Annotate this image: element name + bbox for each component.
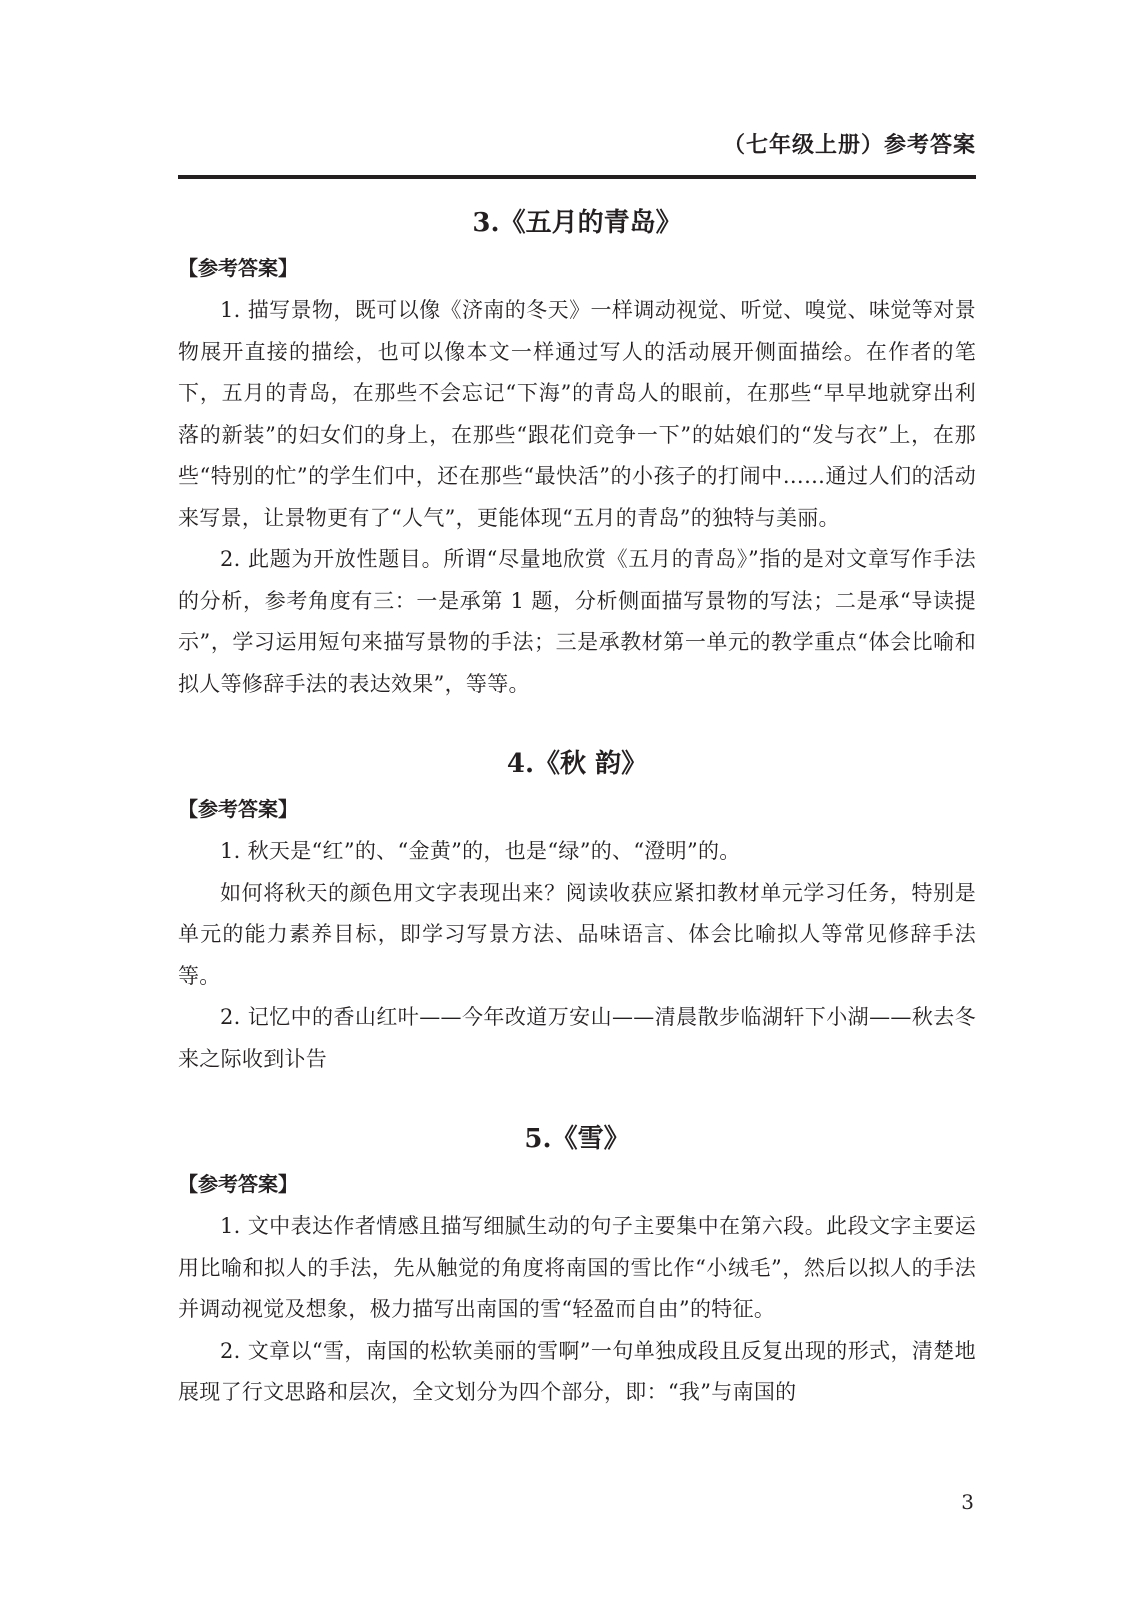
answer-paragraph: 1. 秋天是“红”的、“金黄”的，也是“绿”的、“澄明”的。 bbox=[220, 839, 741, 863]
section-qiuyun bbox=[178, 741, 976, 1080]
section-title: 5.《雪》 bbox=[524, 1124, 630, 1154]
page-content bbox=[178, 200, 976, 1414]
header-rule bbox=[178, 175, 976, 179]
section-title: 3.《五月的青岛》 bbox=[472, 208, 682, 238]
answer-paragraph: 1. 文中表达作者情感且描写细腻生动的句子主要集中在第六段。此段文字主要运用比喻和拟人的手法，先从触觉的角度将南国的雪比作“小绒毛”，然后以拟人的手法并调动视觉及想象，极力描写出南国的雪“轻盈而自由”的特征。 bbox=[178, 1214, 976, 1321]
answer-label: 【参考答案】 bbox=[178, 1172, 298, 1196]
section-title: 4.《秋 韵》 bbox=[506, 749, 648, 779]
section-xue bbox=[178, 1116, 976, 1414]
section-qingdao bbox=[178, 200, 976, 705]
answer-paragraph: 如何将秋天的颜色用文字表现出来？阅读收获应紧扣教材单元学习任务，特别是单元的能力素养目标，即学习写景方法、品味语言、体会比喻拟人等常见修辞手法等。 bbox=[178, 880, 976, 988]
answer-paragraph: 1. 描写景物，既可以像《济南的冬天》一样调动视觉、听觉、嗅觉、味觉等对景物展开直接的描绘，也可以像本文一样通过写人的活动展开侧面描绘。在作者的笔下，五月的青岛，在那些不会忘记“下海”的青岛人的眼前，在那些“早早地就穿出利落的新装”的妇女们的身上，在那些“跟花们竞争一下”的姑娘们的“发与衣”上，在那些“特别的忙”的学生们中，还在那些“最快活”的小孩子的打闹中……通过人们的活动来写景，让景物更有了“人气”，更能体现“五月的青岛”的独特与美丽。 bbox=[178, 298, 976, 530]
answer-paragraph: 2. 记忆中的香山红叶——今年改道万安山——清晨散步临湖轩下小湖——秋去冬来之际收到讣告 bbox=[178, 1005, 976, 1071]
answer-paragraph: 2. 文章以“雪，南国的松软美丽的雪啊”一句单独成段且反复出现的形式，清楚地展现了行文思路和层次，全文划分为四个部分，即：“我”与南国的 bbox=[178, 1338, 976, 1404]
running-header: （七年级上册）参考答案 bbox=[722, 133, 976, 158]
page-number: 3 bbox=[961, 1490, 974, 1514]
answer-paragraph: 2. 此题为开放性题目。所谓“尽量地欣赏《五月的青岛》”指的是对文章写作手法的分析，参考角度有三：一是承第 1 题，分析侧面描写景物的写法；二是承“导读提示”，学习运用短句来描写景物的手法；三是承教材第一单元的教学重点“体会比喻和拟人等修辞手法的表达效果”，等等。 bbox=[178, 547, 976, 696]
answer-label: 【参考答案】 bbox=[178, 797, 298, 821]
answer-label: 【参考答案】 bbox=[178, 256, 298, 280]
